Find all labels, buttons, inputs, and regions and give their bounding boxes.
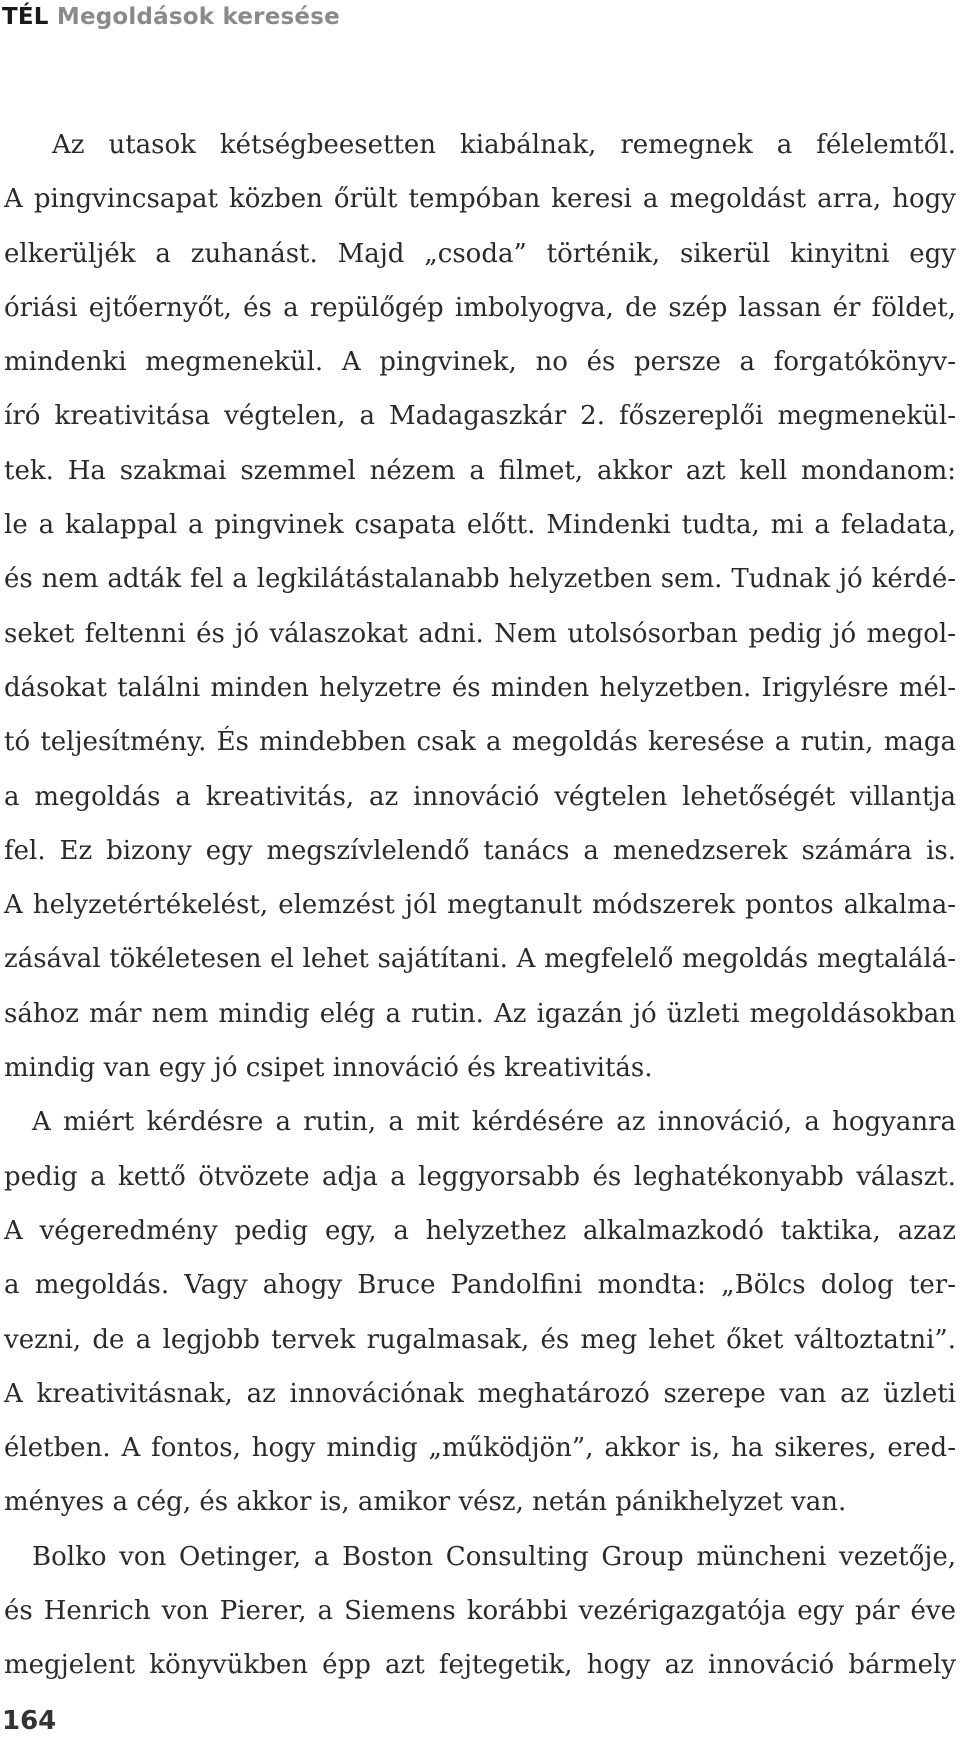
text-line: ményes a cég, és akkor is, amikor vész, netán pánikhelyzet van. bbox=[4, 1487, 847, 1518]
text-line: dásokat találni minden helyzetre és minden helyzetben. Irigylésre mél- bbox=[4, 672, 956, 703]
text-line: Az utasok kétségbeesetten kiabálnak, remegnek a félelemtől. bbox=[52, 130, 956, 160]
page-number: 164 bbox=[2, 1706, 57, 1736]
text-line: A miért kérdésre a rutin, a mit kérdésére az innováció, a hogyanra bbox=[32, 1107, 956, 1138]
text-line: fel. Ez bizony egy megszívlelendő tanács a menedzserek számára is. bbox=[4, 835, 956, 866]
running-head bbox=[2, 4, 340, 30]
body-text bbox=[4, 118, 956, 1693]
text-line: és Henrich von Pierer, a Siemens korábbi vezérigazgatója egy pár éve bbox=[4, 1596, 956, 1627]
text-line: vezni, de a legjobb tervek rugalmasak, és meg lehet őket változtatni”. bbox=[4, 1324, 956, 1355]
text-line: mindig van egy jó csipet innováció és kreativitás. bbox=[4, 1053, 653, 1084]
section-title: Megoldások keresése bbox=[56, 4, 340, 30]
text-line: sához már nem mindig elég a rutin. Az igazán jó üzleti megoldásokban bbox=[4, 998, 956, 1029]
text-line: A végeredmény pedig egy, a helyzethez alkalmazkodó taktika, azaz bbox=[4, 1215, 956, 1246]
text-line: tó teljesítmény. És mindebben csak a megoldás keresése a rutin, maga bbox=[4, 727, 956, 758]
text-line: le a kalappal a pingvinek csapata előtt. Mindenki tudta, mi a feladata, bbox=[4, 510, 956, 541]
text-line: író kreativitása végtelen, a Madagaszkár 2. főszereplői megmenekül- bbox=[4, 401, 956, 432]
text-line: a megoldás. Vagy ahogy Bruce Pandolfini mondta: „Bölcs dolog ter- bbox=[4, 1270, 956, 1301]
text-line: zásával tökéletesen el lehet sajátítani. A megfelelő megoldás megtalálá- bbox=[4, 944, 956, 975]
text-line: A pingvincsapat közben őrült tempóban keresi a megoldást arra, hogy bbox=[4, 184, 956, 215]
text-line: Bolko von Oetinger, a Boston Consulting Group müncheni vezetője, bbox=[32, 1541, 956, 1572]
text-line: tek. Ha szakmai szemmel nézem a filmet, akkor azt kell mondanom: bbox=[4, 455, 956, 486]
chapter-title: TÉL bbox=[2, 4, 49, 30]
text-line: megjelent könyvükben épp azt fejtegetik, hogy az innováció bármely bbox=[4, 1650, 956, 1681]
text-line: A helyzetértékelést, elemzést jól megtanult módszerek pontos alkalma- bbox=[4, 890, 956, 921]
text-line: elkerüljék a zuhanást. Majd „csoda” történik, sikerül kinyitni egy bbox=[4, 238, 956, 269]
text-line: pedig a kettő ötvözete adja a leggyorsabb és leghatékonyabb választ. bbox=[4, 1161, 956, 1192]
text-line: a megoldás a kreativitás, az innováció végtelen lehetőségét villantja bbox=[4, 781, 956, 812]
text-line: mindenki megmenekül. A pingvinek, no és persze a forgatókönyv- bbox=[4, 347, 956, 378]
text-line: seket feltenni és jó válaszokat adni. Nem utolsósorban pedig jó megol- bbox=[4, 618, 956, 649]
text-line: és nem adták fel a legkilátástalanabb helyzetben sem. Tudnak jó kérdé- bbox=[4, 564, 956, 595]
text-line: A kreativitásnak, az innovációnak meghatározó szerepe van az üzleti bbox=[4, 1378, 956, 1409]
text-line: óriási ejtőernyőt, és a repülőgép imbolyogva, de szép lassan ér földet, bbox=[4, 292, 956, 323]
text-line: életben. A fontos, hogy mindig „működjön”, akkor is, ha sikeres, ered- bbox=[4, 1433, 956, 1464]
